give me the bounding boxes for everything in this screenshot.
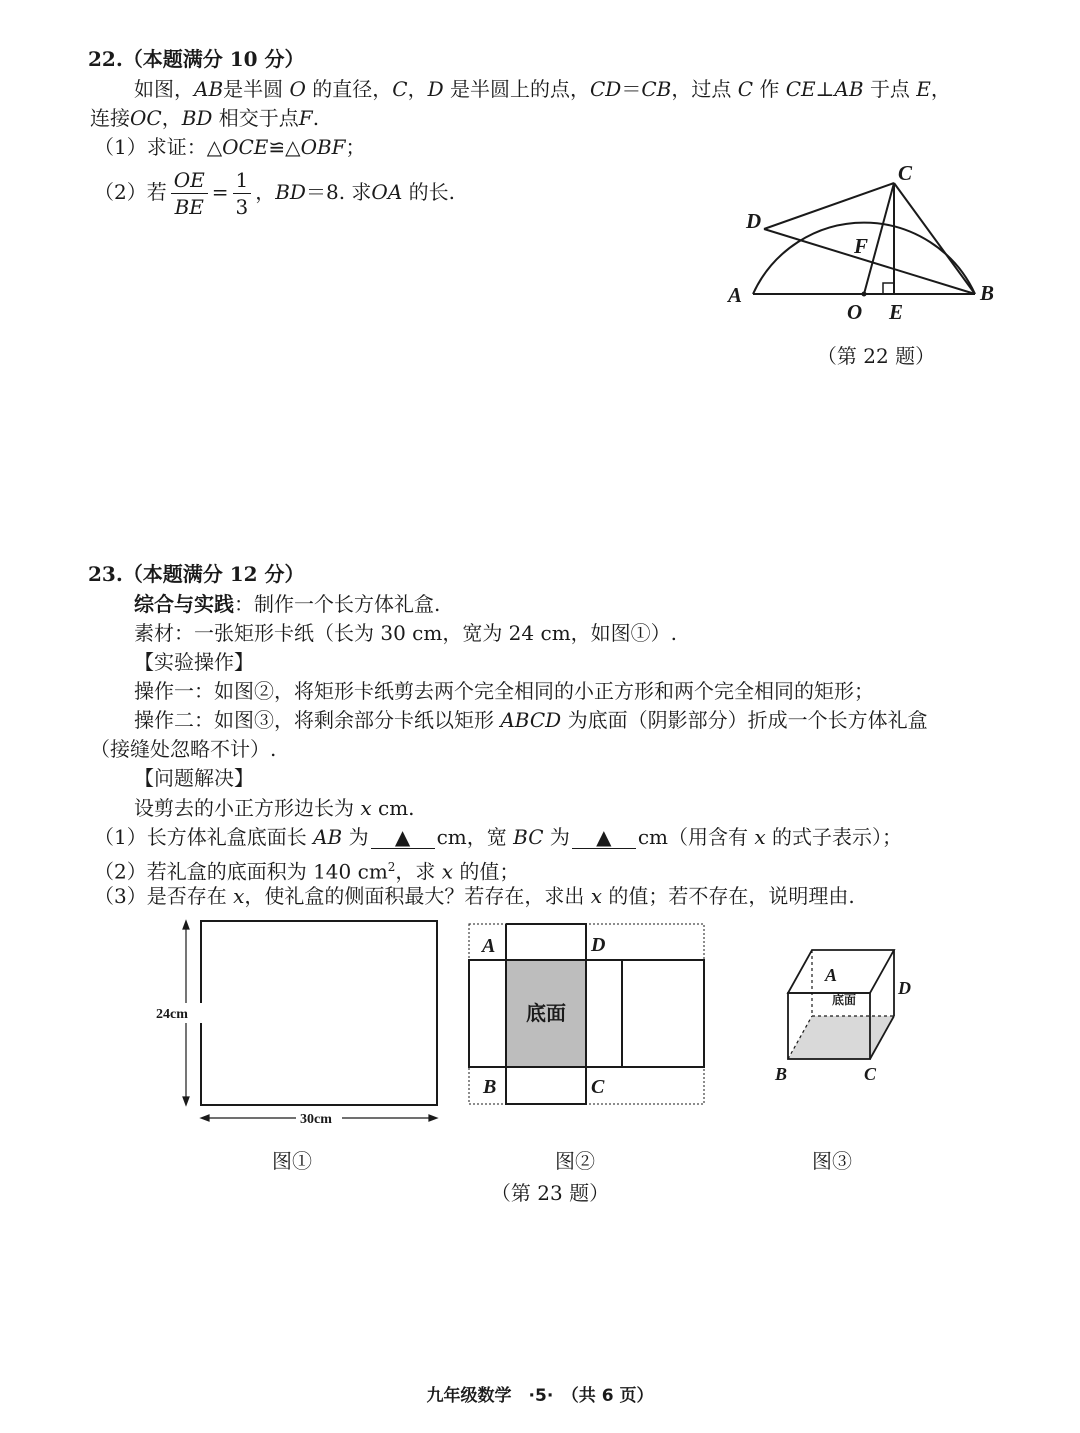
q23-line5: 操作二：如图③，将剩余部分卡纸以矩形 ABCD 为底面（阴影部分）折成一个长方体礼盒 (134, 708, 928, 732)
segment-cb (894, 183, 975, 294)
fig2-caption: 图② (555, 1149, 595, 1173)
fraction-one-third: $\frac{1}{3}$ (233, 167, 252, 220)
fig3-label-c: C (864, 1064, 877, 1084)
fig2-base-label: 底面 (526, 1001, 566, 1025)
fig3-label-d: D (898, 978, 911, 998)
fraction-oe-be: $\frac{OE}{BE}$ (171, 167, 208, 220)
q22-line1: 如图，AB是半圆 O 的直径，C，D 是半圆上的点，CD＝CB，过点 C 作 CE⊥AB 于点 E， (134, 77, 951, 101)
q23-line3: 【实验操作】 (134, 650, 254, 674)
fig2-label-a: A (482, 935, 496, 957)
label-f: F (854, 234, 869, 258)
label-c: C (898, 161, 913, 185)
answer-blank-bc[interactable]: ▲ (572, 826, 636, 849)
answer-blank-ab[interactable]: ▲ (371, 826, 435, 849)
segment-db (764, 229, 975, 294)
q23-figure2 (460, 915, 720, 1115)
q23-line8: 设剪去的小正方形边长为 x cm. (134, 796, 415, 820)
width-label: 30cm (300, 1112, 332, 1127)
fig3-caption: 图③ (812, 1149, 852, 1173)
fig2-label-b: B (483, 1076, 497, 1098)
page-footer: 九年级数学 ·5· （共 6 页） (426, 1386, 654, 1406)
fig2-label-d: D (591, 934, 606, 956)
fig1-caption: 图① (272, 1149, 312, 1173)
q23-part2: （2）若礼盒的底面积为 140 $cm^2$，求 x 的值； (94, 859, 520, 884)
q22-header: 22.（本题满分 10 分） (88, 47, 305, 71)
q23-part1: （1）长方体礼盒底面长 AB 为 ▲ cm，宽 BC 为 ▲ cm（用含有 x 的式子表示）； (94, 825, 903, 849)
fig3-label-b: B (775, 1064, 788, 1084)
q23-line7: 【问题解决】 (134, 766, 254, 790)
label-e: E (889, 300, 904, 324)
q22-part1: （1）求证：△OCE≌△OBF； (94, 135, 366, 159)
q23-figure1 (150, 915, 450, 1130)
card-rectangle (201, 921, 437, 1105)
center-point-o (862, 292, 867, 297)
label-b: B (980, 281, 995, 305)
fig3-label-a: A (825, 965, 838, 985)
q22-caption: （第 22 题） (816, 344, 936, 368)
q23-line4: 操作一：如图②，将矩形卡纸剪去两个完全相同的小正方形和两个完全相同的矩形； (134, 679, 874, 703)
q23-line2: 素材：一张矩形卡纸（长为 30 cm，宽为 24 cm，如图①）. (134, 621, 678, 645)
q22-part2: （2）若 $\frac{OE}{BE}$ = $\frac{1}{3}$ ，BD＝8. 求OA 的长. (94, 168, 455, 219)
q23-caption: （第 23 题） (490, 1181, 610, 1205)
q23-header: 23.（本题满分 12 分） (88, 562, 305, 586)
label-a: A (728, 283, 743, 307)
height-label: 24cm (156, 1007, 188, 1022)
q23-line6: （接缝处忽略不计）. (90, 737, 277, 761)
right-angle-mark (883, 283, 894, 294)
label-d: D (746, 209, 762, 233)
q23-figure3 (765, 935, 935, 1095)
box-base (788, 1016, 894, 1059)
label-o: O (847, 300, 863, 324)
fig3-base-label: 底面 (831, 993, 857, 1007)
q23-line1: 综合与实践：制作一个长方体礼盒. (134, 592, 441, 616)
segment-oc (864, 183, 894, 294)
fig2-label-c: C (591, 1076, 605, 1098)
q23-part3: （3）是否存在 x，使礼盒的侧面积最大？若存在，求出 x 的值；若不存在，说明理由. (94, 884, 855, 908)
q22-figure (700, 150, 1030, 330)
q22-line2: 连接OC，BD 相交于点F. (90, 106, 320, 130)
